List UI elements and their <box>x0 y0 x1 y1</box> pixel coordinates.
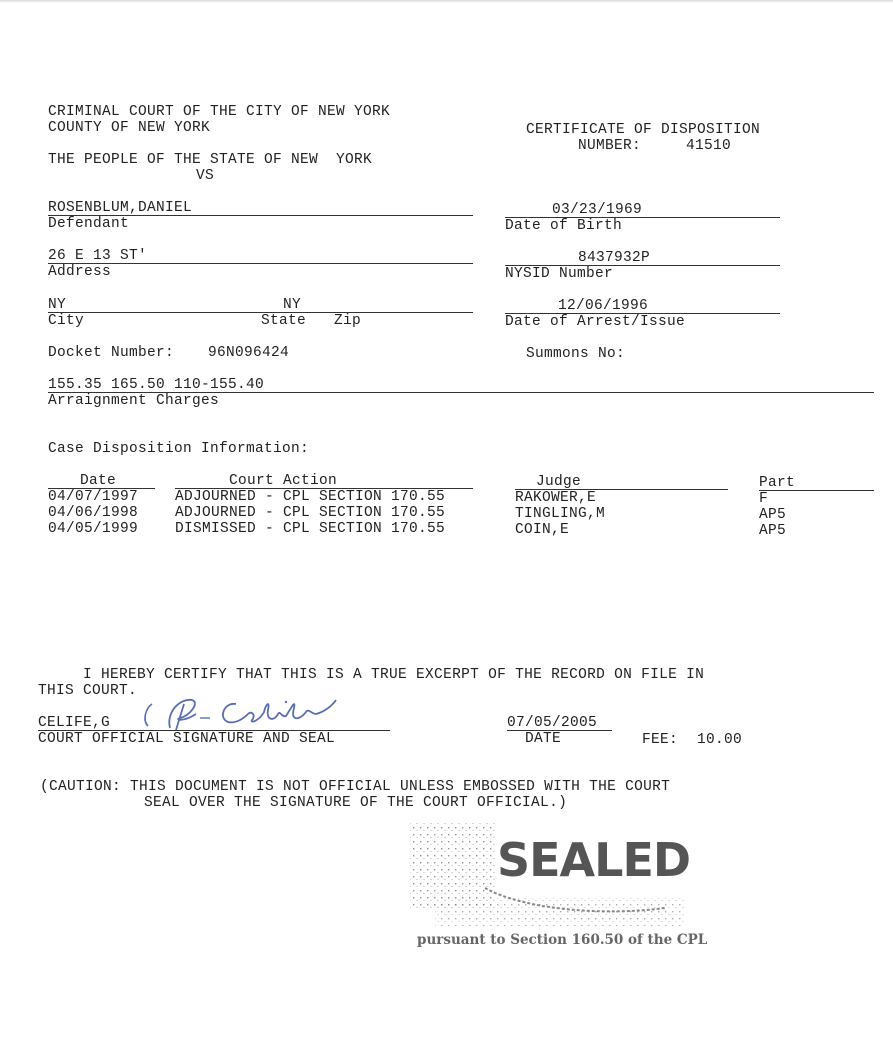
official-name: CELIFE,G <box>38 715 111 731</box>
row-judge: COIN,E <box>515 522 570 538</box>
defendant-label: Defendant <box>48 216 130 232</box>
row-judge: TINGLING,M <box>515 506 606 522</box>
docket-label: Docket Number: <box>48 345 175 361</box>
court-name-line1: CRIMINAL COURT OF THE CITY OF NEW YORK <box>48 104 391 120</box>
zip-label: Zip <box>334 313 362 329</box>
certification-line2: THIS COURT. <box>38 683 138 699</box>
arrest-date-label: Date of Arrest/Issue <box>505 314 686 330</box>
stamp-word: SEALED <box>497 833 691 887</box>
stamp-subtext: pursuant to Section 160.50 of the CPL <box>417 932 708 948</box>
address-value: 26 E 13 ST' <box>48 248 148 264</box>
dob-label: Date of Birth <box>505 218 623 234</box>
scan-top-edge <box>0 0 893 3</box>
certification-line1: I HEREBY CERTIFY THAT THIS IS A TRUE EXCERPT OF THE RECORD ON FILE IN <box>38 667 705 683</box>
column-court-action: Court Action <box>229 473 338 489</box>
row-date: 04/05/1999 <box>48 521 139 537</box>
certificate-title: CERTIFICATE OF DISPOSITION <box>526 122 761 138</box>
certificate-number: 41510 <box>686 138 732 154</box>
address-label: Address <box>48 264 112 280</box>
defendant-name: ROSENBLUM,DANIEL <box>48 200 193 216</box>
official-label: COURT OFFICIAL SIGNATURE AND SEAL <box>38 731 336 747</box>
charges-value: 155.35 165.50 110-155.40 <box>48 377 265 393</box>
fee-value: 10.00 <box>697 732 743 748</box>
row-part: AP5 <box>759 523 787 539</box>
row-part: AP5 <box>759 507 787 523</box>
column-part-underline <box>759 490 874 491</box>
row-judge: RAKOWER,E <box>515 490 597 506</box>
dob-value: 03/23/1969 <box>552 202 643 218</box>
cert-date-label: DATE <box>525 731 562 747</box>
row-part: F <box>759 491 769 507</box>
fee-label: FEE: <box>642 732 679 748</box>
row-action: ADJOURNED - CPL SECTION 170.55 <box>175 505 446 521</box>
row-date: 04/07/1997 <box>48 489 139 505</box>
court-name-line2: COUNTY OF NEW YORK <box>48 120 211 136</box>
signature-image <box>140 692 350 732</box>
disposition-heading: Case Disposition Information: <box>48 441 310 457</box>
sealed-stamp-image <box>405 818 735 968</box>
people-line: THE PEOPLE OF THE STATE OF NEW YORK <box>48 152 373 168</box>
caution-line1: (CAUTION: THIS DOCUMENT IS NOT OFFICIAL UNLESS EMBOSSED WITH THE COURT <box>40 779 671 795</box>
row-action: ADJOURNED - CPL SECTION 170.55 <box>175 489 446 505</box>
cert-date-value: 07/05/2005 <box>507 715 598 731</box>
docket-number: 96N096424 <box>208 345 290 361</box>
caution-line2: SEAL OVER THE SIGNATURE OF THE COURT OFFICIAL.) <box>144 795 568 811</box>
state-label: State <box>261 313 307 329</box>
charges-label: Arraignment Charges <box>48 393 220 409</box>
row-action: DISMISSED - CPL SECTION 170.55 <box>175 521 446 537</box>
column-judge: Judge <box>536 474 582 490</box>
certificate-number-label: NUMBER: <box>578 138 642 154</box>
nysid-label: NYSID Number <box>505 266 614 282</box>
city-value: NY <box>48 297 67 313</box>
column-date: Date <box>80 473 117 489</box>
column-part: Part <box>759 475 796 491</box>
nysid-value: 8437932P <box>578 250 651 266</box>
versus-text: VS <box>196 168 215 184</box>
state-value: NY <box>283 297 302 313</box>
summons-label: Summons No: <box>526 346 626 362</box>
address-underline <box>48 263 473 264</box>
row-date: 04/06/1998 <box>48 505 139 521</box>
city-label: City <box>48 313 85 329</box>
arrest-date-value: 12/06/1996 <box>558 298 649 314</box>
